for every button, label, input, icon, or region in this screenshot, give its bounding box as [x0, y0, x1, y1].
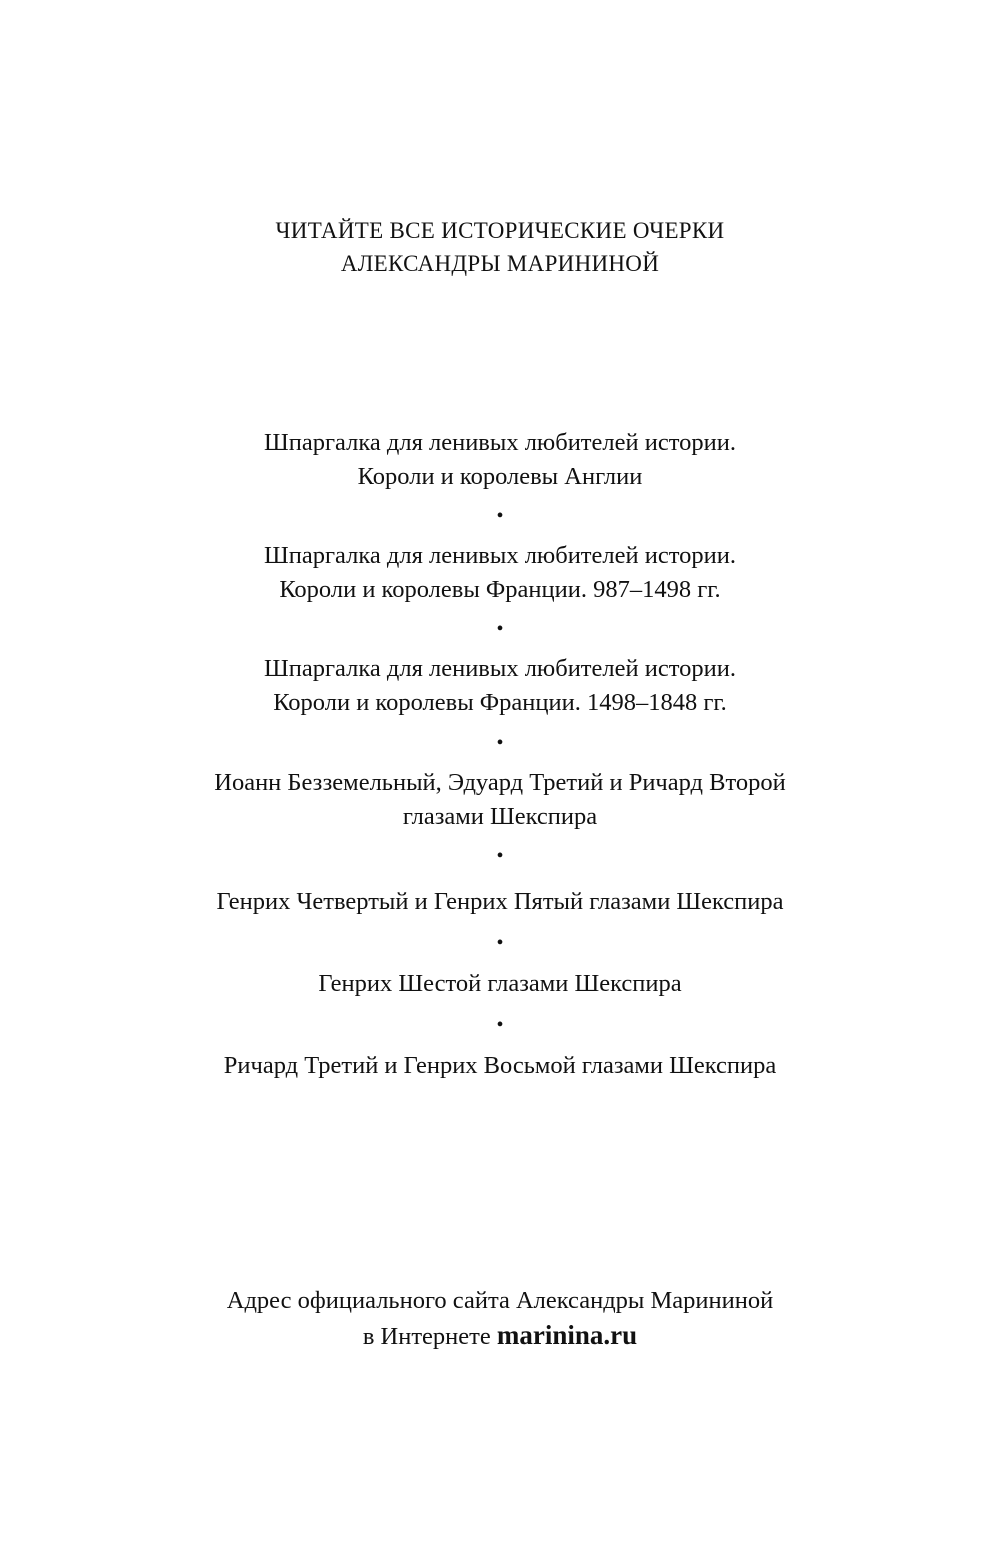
- official-site-prefix: в Интернете: [362, 1323, 497, 1350]
- book-6-title: Генрих Шестой глазами Шекспира: [318, 970, 682, 997]
- book-3-title-line-2: Короли и королевы Франции. 1498–1848 гг.: [273, 689, 727, 716]
- series-heading-line-2: АЛЕКСАНДРЫ МАРИНИНОЙ: [340, 251, 660, 276]
- book-2-title-line-2: Короли и королевы Франции. 987–1498 гг.: [279, 576, 721, 603]
- official-site-line-1: Адрес официального сайта Александры Марининой: [226, 1287, 774, 1314]
- separator-bullet-5: •: [496, 932, 504, 954]
- official-site-line-2: [0, 1318, 1000, 1354]
- separator-bullet-1: •: [496, 505, 504, 527]
- book-1-title-line-2: Короли и королевы Англии: [357, 463, 643, 490]
- separator-bullet-6: •: [496, 1014, 504, 1036]
- book-4-title-line-2: глазами Шекспира: [402, 803, 598, 830]
- separator-bullet-3: •: [496, 732, 504, 754]
- book-3-title-line-1: Шпаргалка для ленивых любителей истории.: [264, 655, 736, 682]
- book-5-title: Генрих Четвертый и Генрих Пятый глазами Шекспира: [216, 888, 784, 915]
- separator-bullet-4: •: [496, 845, 504, 867]
- book-4-title-line-1: Иоанн Безземельный, Эдуард Третий и Ричард Второй: [214, 769, 786, 796]
- series-heading-line-1: ЧИТАЙТЕ ВСЕ ИСТОРИЧЕСКИЕ ОЧЕРКИ: [275, 218, 725, 243]
- official-site-url[interactable]: marinina.ru: [496, 1320, 638, 1350]
- book-1-title-line-1: Шпаргалка для ленивых любителей истории.: [264, 429, 736, 456]
- separator-bullet-2: •: [496, 618, 504, 640]
- book-7-title: Ричард Третий и Генрих Восьмой глазами Шекспира: [223, 1052, 777, 1079]
- book-2-title-line-1: Шпаргалка для ленивых любителей истории.: [264, 542, 736, 569]
- series-heading: [0, 214, 1000, 280]
